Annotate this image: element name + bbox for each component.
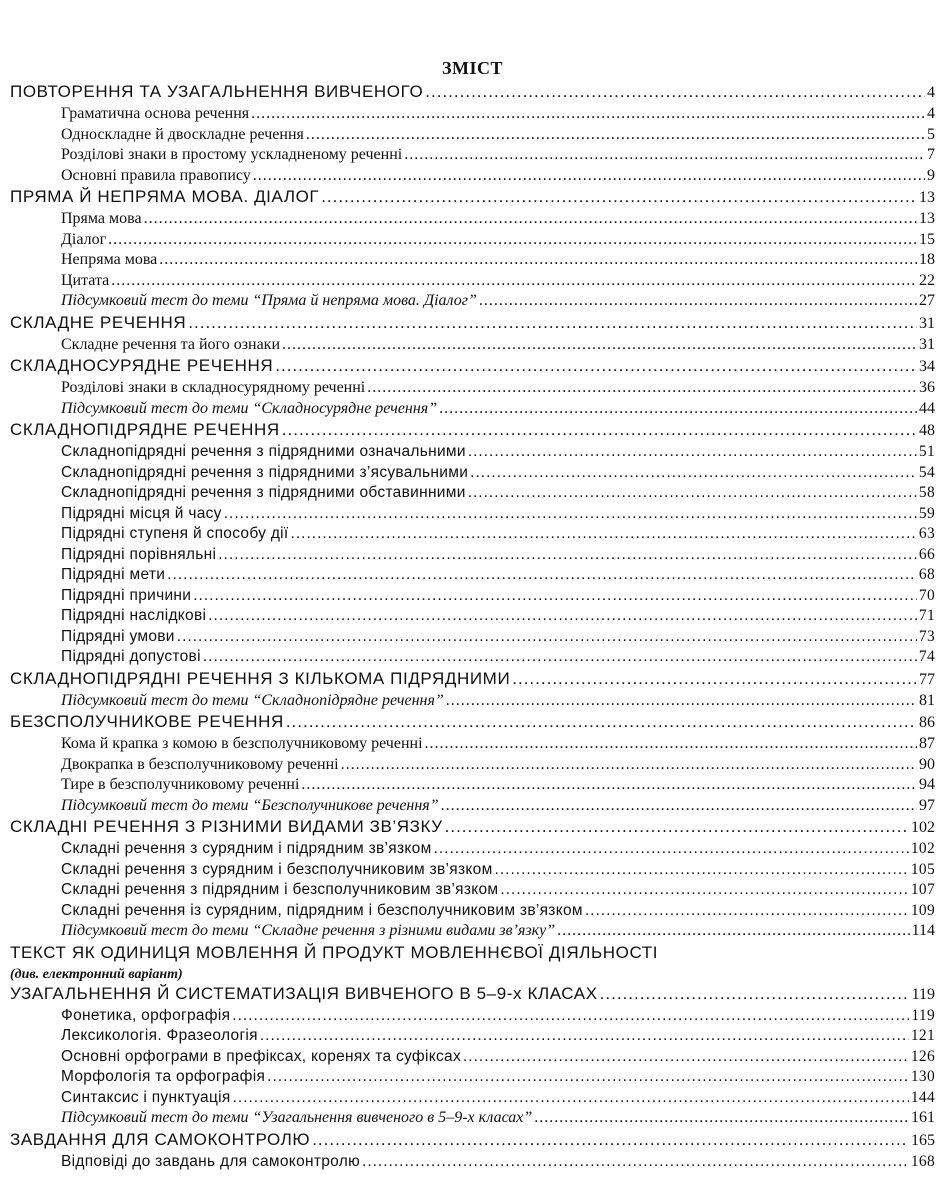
toc-entry bbox=[10, 648, 935, 669]
toc-page-number: 15 bbox=[919, 230, 935, 248]
dot-leader bbox=[479, 292, 917, 310]
toc-entry bbox=[10, 881, 935, 902]
toc-entry bbox=[10, 272, 935, 293]
dot-leader bbox=[500, 881, 908, 899]
toc-page-number: 94 bbox=[919, 776, 935, 793]
toc-page-number: 54 bbox=[918, 463, 935, 481]
toc-entry-title: Складні речення з підрядним і безсполучниковим зв’язком bbox=[61, 881, 499, 898]
toc-entry-title: Підрядні місця й часу bbox=[61, 504, 222, 522]
toc-entry-title: Кома й крапка з комою в безсполучниковому реченні bbox=[61, 735, 423, 752]
toc-entry-title: Підрядні мети bbox=[61, 566, 166, 583]
toc-entry-title: Складні речення з сурядним і безсполучниковим зв’язком bbox=[61, 860, 493, 878]
toc-entry bbox=[10, 126, 935, 147]
dot-leader bbox=[312, 1130, 909, 1150]
toc-entry-title: БЕЗСПОЛУЧНИКОВЕ РЕЧЕННЯ bbox=[10, 712, 284, 731]
toc-entry-title: УЗАГАЛЬНЕННЯ Й СИСТЕМАТИЗАЦІЯ ВИВЧЕНОГО В 5–9-х КЛАСАХ bbox=[10, 983, 598, 1003]
toc-entry-title: Підрядні допустові bbox=[61, 648, 201, 665]
toc-entry bbox=[10, 1048, 935, 1069]
dot-leader bbox=[177, 628, 917, 646]
toc-page-number: 51 bbox=[918, 443, 935, 460]
toc-entry-title: Підрядні ступеня й способу дії bbox=[61, 525, 289, 542]
toc-entry-title: СКЛАДНОСУРЯДНЕ РЕЧЕННЯ bbox=[10, 356, 274, 375]
toc-entry bbox=[10, 336, 935, 357]
toc-entry bbox=[10, 735, 935, 756]
toc-page-number: 18 bbox=[919, 251, 935, 268]
toc-page-number: 9 bbox=[927, 166, 935, 184]
toc-page-number: 58 bbox=[918, 484, 935, 501]
dot-leader bbox=[441, 797, 917, 815]
toc-page-number: 59 bbox=[918, 504, 935, 522]
dot-leader bbox=[208, 607, 917, 625]
toc-entry-title: Підсумковий тест до теми “Безсполучникове речення” bbox=[61, 796, 439, 814]
toc-entry bbox=[10, 505, 935, 526]
toc-entry bbox=[10, 902, 935, 923]
toc-page-number: 4 bbox=[927, 105, 935, 122]
toc-entry-title: Непряма мова bbox=[61, 251, 158, 268]
toc-page-number: 114 bbox=[911, 922, 935, 939]
toc-entry-title: Тире в безсполучниковому реченні bbox=[61, 776, 300, 793]
dot-leader bbox=[439, 400, 917, 418]
toc-page-number: 31 bbox=[919, 335, 935, 353]
dot-leader bbox=[193, 587, 917, 605]
toc-page-number: 105 bbox=[910, 860, 935, 878]
toc-entry-title: Основні правила правопису bbox=[61, 166, 251, 184]
dot-leader bbox=[321, 187, 917, 207]
toc-page-number: 97 bbox=[919, 796, 935, 814]
toc-entry-title: Фонетика, орфографія bbox=[61, 1006, 231, 1024]
toc-entry-title: Складнопідрядні речення з підрядними означальними bbox=[61, 443, 466, 460]
toc-page-number: 31 bbox=[919, 314, 935, 332]
toc-section bbox=[10, 712, 935, 735]
dot-leader bbox=[362, 1153, 909, 1171]
toc-entry bbox=[10, 1068, 935, 1089]
toc-entry-title: ЗАВДАННЯ ДЛЯ САМОКОНТРОЛЮ bbox=[10, 1129, 311, 1149]
toc-entry-title: Підсумковий тест до теми “Узагальнення вивченого в 5–9-х класах” bbox=[61, 1109, 533, 1126]
toc-section bbox=[10, 420, 935, 443]
dot-leader bbox=[425, 735, 917, 753]
toc-page-number: 71 bbox=[918, 607, 935, 624]
toc-entry bbox=[10, 210, 935, 231]
toc-entry bbox=[10, 167, 935, 188]
toc-entry-title: Складні речення з сурядним і підрядним зв’язком bbox=[61, 840, 432, 857]
toc-entry-title: ПРЯМА Й НЕПРЯМА МОВА. ДІАЛОГ bbox=[10, 187, 320, 206]
dot-leader bbox=[534, 1109, 909, 1127]
toc-page-number: 77 bbox=[919, 670, 935, 688]
toc-page-number: 86 bbox=[919, 714, 935, 731]
dot-leader bbox=[267, 1068, 909, 1086]
toc-page-number: 63 bbox=[918, 525, 935, 542]
toc-page-number: 22 bbox=[919, 271, 935, 289]
toc-page-number: 70 bbox=[918, 586, 935, 604]
toc-page-number: 13 bbox=[919, 189, 935, 206]
toc-page-number: 36 bbox=[919, 379, 935, 396]
toc-test-entry bbox=[10, 292, 935, 313]
dot-leader bbox=[224, 505, 917, 523]
dot-leader bbox=[233, 1089, 909, 1107]
toc-entry bbox=[10, 1007, 935, 1028]
toc-page-number: 119 bbox=[911, 985, 935, 1003]
dot-leader bbox=[434, 840, 909, 858]
dot-leader bbox=[275, 356, 917, 376]
toc-section bbox=[10, 82, 935, 105]
toc-page-number: 4 bbox=[927, 84, 935, 101]
toc-entry bbox=[10, 587, 935, 608]
toc-page-number: 34 bbox=[919, 358, 935, 375]
toc-section bbox=[10, 669, 935, 692]
dot-leader bbox=[470, 464, 917, 482]
toc-entry-title: Двокрапка в безсполучниковому реченні bbox=[61, 755, 339, 773]
toc-entry bbox=[10, 566, 935, 587]
toc-entry-title: СКЛАДНІ РЕЧЕННЯ З РІЗНИМИ ВИДАМИ ЗВ’ЯЗКУ bbox=[10, 817, 443, 836]
toc-page-number: 109 bbox=[910, 901, 935, 919]
dot-leader bbox=[445, 817, 909, 837]
toc-page-number: 68 bbox=[918, 566, 935, 583]
toc-page-number: 66 bbox=[918, 545, 935, 563]
toc-test-entry bbox=[10, 922, 935, 943]
toc-page-number: 27 bbox=[919, 292, 935, 309]
toc-page-number: 74 bbox=[918, 648, 935, 665]
dot-leader bbox=[291, 525, 917, 543]
toc-page-number: 13 bbox=[919, 210, 935, 227]
toc-entry-title: СКЛАДНЕ РЕЧЕННЯ bbox=[10, 312, 187, 332]
toc-test-entry bbox=[10, 400, 935, 421]
toc-entry bbox=[10, 484, 935, 505]
dot-leader bbox=[282, 420, 917, 440]
toc-entry-title: Синтаксис і пунктуація bbox=[61, 1088, 231, 1106]
toc-page-number: 90 bbox=[919, 755, 935, 773]
toc-entry bbox=[10, 1153, 935, 1174]
toc-entry-title: Відповіді до завдань для самоконтролю bbox=[61, 1152, 361, 1170]
toc-page-number: 165 bbox=[911, 1131, 935, 1149]
toc-entry-title: Підрядні умови bbox=[61, 627, 175, 645]
toc-entry-title: Підрядні наслідкові bbox=[61, 607, 207, 624]
toc-section bbox=[10, 1130, 935, 1153]
toc-section bbox=[10, 943, 935, 966]
dot-leader bbox=[159, 251, 917, 269]
dot-leader bbox=[446, 692, 917, 710]
toc-page-number: 168 bbox=[910, 1152, 935, 1170]
dot-leader bbox=[367, 379, 917, 397]
toc-test-entry bbox=[10, 797, 935, 818]
table-of-contents bbox=[10, 82, 935, 1173]
dot-leader bbox=[232, 1007, 909, 1025]
toc-page-number: 102 bbox=[911, 819, 935, 836]
toc-note: (див. електронний варіант) bbox=[10, 966, 183, 982]
toc-page-number: 121 bbox=[910, 1027, 935, 1044]
toc-page-number: 130 bbox=[910, 1068, 935, 1085]
dot-leader bbox=[111, 272, 917, 290]
toc-entry-title: Розділові знаки в складносурядному реченні bbox=[61, 379, 366, 396]
toc-entry bbox=[10, 379, 935, 400]
toc-entry-title: Підсумковий тест до теми “Складне речення з різними видами зв’язку” bbox=[61, 922, 556, 939]
toc-page-number: 48 bbox=[919, 422, 935, 439]
dot-leader bbox=[425, 82, 925, 102]
toc-page-number: 144 bbox=[910, 1088, 935, 1106]
toc-page-number: 5 bbox=[927, 125, 935, 143]
dot-leader bbox=[218, 546, 917, 564]
toc-test-entry bbox=[10, 1109, 935, 1130]
toc-entry-title: Підрядні причини bbox=[61, 586, 192, 604]
toc-section bbox=[10, 187, 935, 210]
dot-leader bbox=[108, 231, 917, 249]
toc-entry bbox=[10, 1089, 935, 1110]
dot-leader bbox=[203, 648, 917, 666]
toc-entry-title: Підсумковий тест до теми “Складнопідрядне речення” bbox=[61, 691, 444, 709]
dot-leader bbox=[282, 336, 917, 354]
toc-entry bbox=[10, 443, 935, 464]
dot-leader bbox=[404, 146, 925, 164]
toc-entry-title: Складні речення із сурядним, підрядним і безсполучниковим зв’язком bbox=[61, 901, 583, 919]
toc-entry-title: Односкладне й двоскладне речення bbox=[61, 125, 304, 143]
toc-entry bbox=[10, 756, 935, 777]
toc-entry-title: Морфологія та орфографія bbox=[61, 1068, 266, 1085]
toc-entry-title: Підрядні порівняльні bbox=[61, 545, 217, 563]
dot-leader bbox=[188, 313, 917, 333]
toc-entry-title: СКЛАДНОПІДРЯДНЕ РЕЧЕННЯ bbox=[10, 420, 280, 439]
toc-entry bbox=[10, 1027, 935, 1048]
dot-leader bbox=[468, 443, 917, 461]
toc-entry-title: ТЕКСТ ЯК ОДИНИЦЯ МОВЛЕННЯ Й ПРОДУКТ МОВЛЕННЄВОЇ ДІЯЛЬНОСТІ bbox=[10, 942, 659, 962]
dot-leader bbox=[306, 126, 925, 144]
dot-leader bbox=[260, 1027, 909, 1045]
dot-leader bbox=[253, 167, 925, 185]
toc-entry bbox=[10, 525, 935, 546]
toc-entry bbox=[10, 628, 935, 649]
dot-leader bbox=[251, 105, 925, 123]
toc-page-number: 161 bbox=[911, 1109, 935, 1126]
toc-entry bbox=[10, 464, 935, 485]
toc-page-number: 102 bbox=[910, 840, 935, 857]
toc-section bbox=[10, 313, 935, 336]
toc-page-number: 7 bbox=[927, 146, 935, 163]
dot-leader bbox=[301, 776, 917, 794]
toc-entry bbox=[10, 251, 935, 272]
toc-entry-title: Граматична основа речення bbox=[61, 105, 250, 122]
dot-leader bbox=[468, 484, 917, 502]
toc-entry-title: Підсумковий тест до теми “Складносурядне речення” bbox=[61, 399, 438, 417]
toc-entry bbox=[10, 776, 935, 797]
dot-leader bbox=[600, 984, 910, 1004]
dot-leader bbox=[341, 756, 917, 774]
toc-entry-title: СКЛАДНОПІДРЯДНІ РЕЧЕННЯ З КІЛЬКОМА ПІДРЯДНИМИ bbox=[10, 668, 511, 688]
dot-leader bbox=[585, 902, 909, 920]
dot-leader bbox=[167, 566, 917, 584]
toc-entry-title: Складнопідрядні речення з підрядними обставинними bbox=[61, 484, 466, 501]
toc-entry bbox=[10, 231, 935, 252]
toc-entry-title: Підсумковий тест до теми “Пряма й непряма мова. Діалог” bbox=[61, 292, 477, 309]
toc-entry bbox=[10, 607, 935, 628]
toc-entry-title: Основні орфограми в префіксах, коренях та суфіксах bbox=[61, 1047, 461, 1065]
dot-leader bbox=[495, 861, 909, 879]
toc-entry-title: Складнопідрядні речення з підрядними з’ясувальними bbox=[61, 463, 469, 481]
toc-entry bbox=[10, 840, 935, 861]
toc-entry-title: Цитата bbox=[61, 271, 110, 289]
toc-page-number: 44 bbox=[919, 399, 935, 417]
toc-entry-title: Лексикологія. Фразеологія bbox=[61, 1027, 258, 1044]
toc-section bbox=[10, 356, 935, 379]
toc-page-number: 119 bbox=[911, 1006, 935, 1024]
toc-section bbox=[10, 984, 935, 1007]
toc-entry-title: ПОВТОРЕННЯ ТА УЗАГАЛЬНЕННЯ ВИВЧЕНОГО bbox=[10, 82, 424, 101]
toc-test-entry bbox=[10, 692, 935, 713]
toc-section bbox=[10, 817, 935, 840]
toc-entry bbox=[10, 105, 935, 126]
toc-entry bbox=[10, 546, 935, 567]
toc-entry bbox=[10, 861, 935, 882]
dot-leader bbox=[557, 922, 909, 940]
toc-page-number: 87 bbox=[919, 735, 935, 752]
toc-entry-title: Пряма мова bbox=[61, 210, 142, 227]
toc-entry-title: Розділові знаки в простому ускладненому реченні bbox=[61, 146, 403, 163]
page-title: ЗМІСТ bbox=[442, 58, 503, 78]
dot-leader bbox=[144, 210, 917, 228]
toc-page-number: 107 bbox=[910, 881, 935, 898]
toc-page-number: 73 bbox=[918, 627, 935, 645]
toc-entry bbox=[10, 146, 935, 167]
dot-leader bbox=[512, 669, 917, 689]
toc-page-number: 126 bbox=[910, 1047, 935, 1065]
dot-leader bbox=[286, 712, 917, 732]
dot-leader bbox=[463, 1048, 909, 1066]
toc-page-number: 81 bbox=[919, 691, 935, 709]
toc-entry-title: Діалог bbox=[61, 230, 107, 248]
toc-entry-title: Складне речення та його ознаки bbox=[61, 335, 281, 353]
